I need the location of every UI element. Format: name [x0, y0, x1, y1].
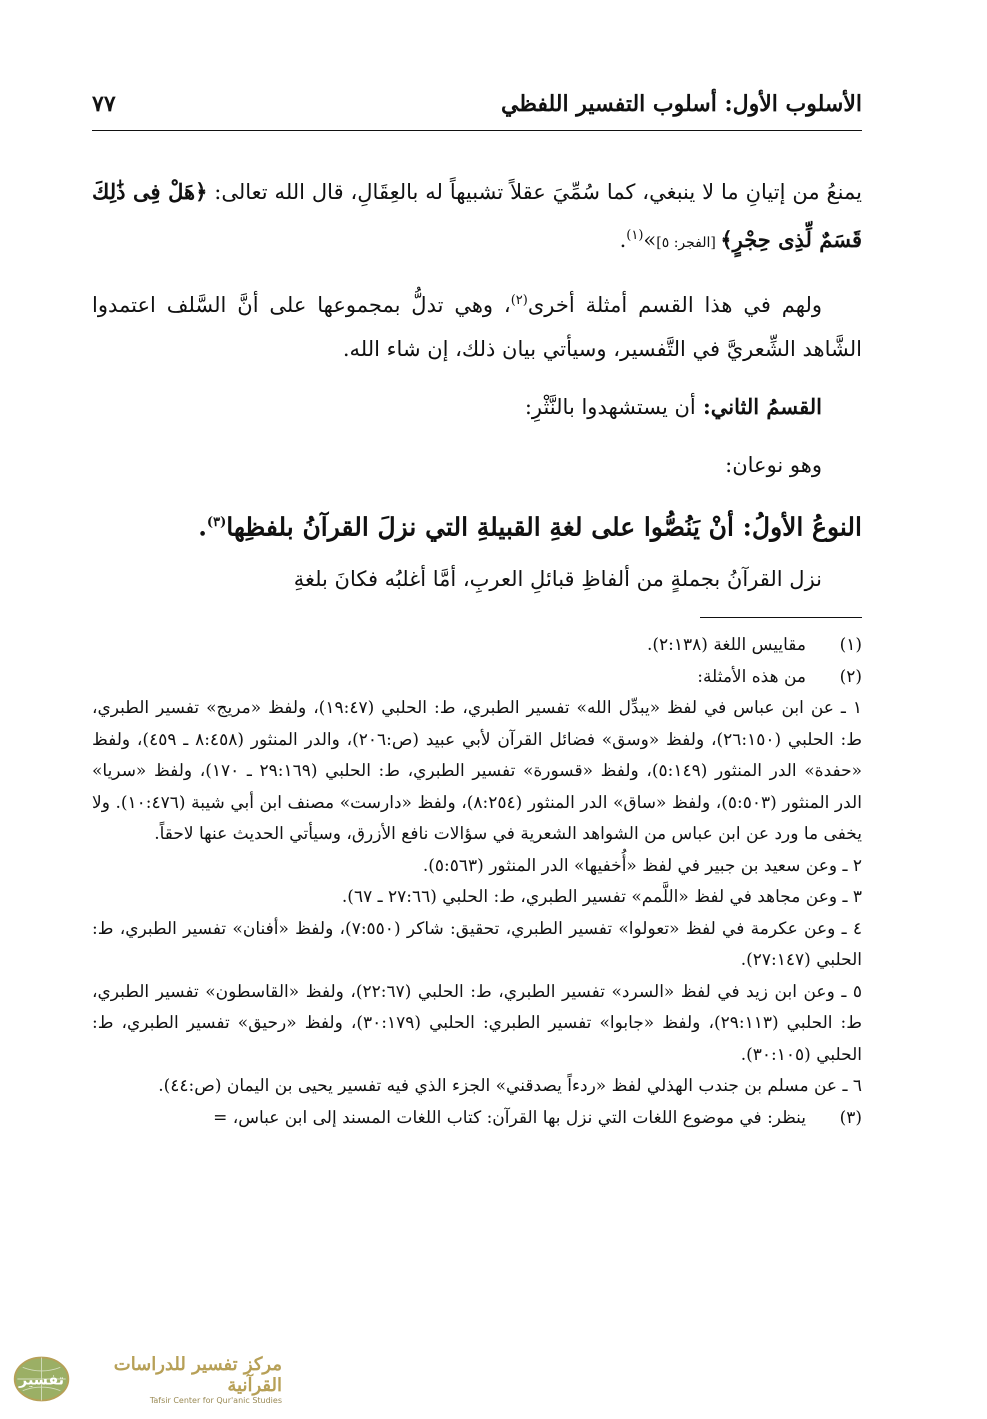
- paragraph-1: [92, 170, 862, 265]
- footnote-2-item-4: ٤ ـ وعن عكرمة في لفظ «تعولوا» تفسير الطبري، تحقيق: شاكر (٧:٥٥٠)، ولفظ «أفنان» تفسير الطبري، ط: الحلبي (٢٧:١٤٧).: [92, 918, 862, 970]
- running-title: الأسلوب الأول: أسلوب التفسير اللفظي: [501, 91, 862, 117]
- paragraph-2-text-a: ولهم في هذا القسم أمثلة أخرى: [527, 293, 822, 317]
- paragraph-3-text: أن يستشهدوا بالنَّثْرِ:: [524, 395, 696, 419]
- closing-quote: »: [643, 228, 657, 252]
- logo-arabic-name: مركز تفسير للدراسات القرآنية: [113, 1353, 282, 1396]
- paragraph-5: نزل القرآنُ بجملةٍ من ألفاظِ قبائلِ العربِ، أمَّا أغلبُه فكانَ بلغةِ: [293, 567, 822, 592]
- section-label: القسمُ الثاني:: [695, 394, 822, 419]
- page-header: [92, 84, 862, 124]
- logo-english-name: Tafsir Center for Qur'anic Studies: [149, 1395, 282, 1405]
- footnote-text: ينظر: في موضوع اللغات التي نزل بها القرآن: كتاب اللغات المسند إلى ابن عباس، =: [213, 1107, 806, 1128]
- footnote-number: (١): [839, 635, 862, 655]
- section-heading: [92, 501, 862, 549]
- footnote-2-item-6: ٦ ـ عن مسلم بن جندب الهذلي لفظ «ردءاً يصدقني» الجزء الذي فيه تفسير يحيى بن اليمان (ص:٤٤).: [158, 1076, 862, 1096]
- footnote-ref-1: (١): [626, 228, 644, 243]
- page-number: ٧٧: [92, 91, 116, 117]
- footnotes: [92, 630, 862, 1134]
- publisher-logo: [12, 1352, 282, 1406]
- footnote-2-item-2: ٢ ـ وعن سعيد بن جبير في لفظ «أُخفيها» الدر المنثور (٥:٥٦٣).: [422, 855, 862, 876]
- paragraph-1-end: .: [619, 228, 627, 252]
- header-rule: [92, 130, 862, 131]
- paragraph-2: [92, 279, 862, 371]
- footnote-2-item-1: ١ ـ عن ابن عباس في لفظ «يبدِّل الله» تفسير الطبري، ط: الحلبي (١٩:٤٧)، ولفظ «مريج» تفسير الطبري، ط: الحلبي (٢٦:١٥٠)، ولفظ «وسق» فضائل القرآن لأبي عبيد (ص:٢٠٦)، والدر المنثور (٨:٤٥٨ ـ ٤٥٩)، ولفظ «حفدة» الدر المنثور (٥:١٤٩)، ولفظ «قسورة» تفسير الطبري، ط: الحلبي (٢٩:١٦٩ ـ ١٧٠)، ولفظ «سريا» الدر المنثور (٥:٥٠٣)، ولفظ «ساق» الدر المنثور (٨:٢٥٤)، ولفظ «دارست» مصنف ابن أبي شيبة (١٠:٤٧٦). ولا يخفى ما ورد عن ابن عباس من الشواهد الشعرية في سؤالات نافع الأزرق، وسيأتي الحديث عنها لاحقاً.: [92, 698, 863, 844]
- footnote-text: من هذه الأمثلة:: [697, 666, 806, 687]
- footnote-number: (٢): [839, 666, 862, 687]
- logo-text: [77, 1354, 282, 1405]
- heading-text: النوعُ الأولُ: أنْ يَنُصُّوا على لغةِ القبيلةِ التي نزلَ القرآنُ بلفظِها: [226, 512, 862, 542]
- paragraph-3: [92, 385, 862, 429]
- globe-logo-icon: [12, 1352, 71, 1406]
- footnote-ref-2: (٢): [510, 293, 528, 308]
- footnote-2-item-3: ٣ ـ وعن مجاهد في لفظ «اللَّمم» تفسير الطبري، ط: الحلبي (٢٧:٦٦ ـ ٦٧).: [341, 887, 862, 907]
- paragraph-1-text: يمنعُ من إتيانِ ما لا ينبغي، كما سُمِّيَ عقلاً تشبيهاً له بالعِقَالِ، قال الله تعالى:: [207, 180, 862, 204]
- svg-text:تفسير: تفسير: [19, 1372, 64, 1389]
- paragraph-2-text-b: ، وهي تدلُّ بمجموعها على أنَّ السَّلف اعتمدوا الشَّاهد الشِّعريَّ في التَّفسير، وسيأتي بيان ذلك، إن شاء الله.: [92, 293, 862, 361]
- main-text: [92, 170, 862, 615]
- footnote-2: [92, 662, 862, 694]
- footnote-ref-3: (٣): [206, 515, 227, 530]
- heading-end: .: [198, 512, 207, 542]
- quran-verse: ﴿هَلْ فِى ذَٰلِكَ قَسَمٌ لِّذِى حِجْرٍ﴾: [92, 179, 862, 252]
- footnote-text: مقاييس اللغة (٢:١٣٨).: [646, 635, 806, 655]
- footnote-number: (٣): [839, 1107, 862, 1128]
- footnote-3: [92, 1103, 862, 1135]
- footnote-2-item-5: ٥ ـ وعن ابن زيد في لفظ «السرد» تفسير الطبري، ط: الحلبي (٢٢:٦٧)، ولفظ «القاسطون» تفسير الطبري، ط: الحلبي (٢٩:١١٣)، ولفظ «جابوا» تفسير الطبري: الحلبي (٣٠:١٧٩)، ولفظ «رحيق» تفسير الطبري، ط: الحلبي (٣٠:١٠٥).: [92, 981, 862, 1065]
- footnote-rule: [700, 617, 862, 618]
- paragraph-4: وهو نوعان:: [725, 453, 822, 477]
- footnote-1: [92, 630, 862, 662]
- verse-reference: [الفجر: ٥]: [656, 235, 721, 251]
